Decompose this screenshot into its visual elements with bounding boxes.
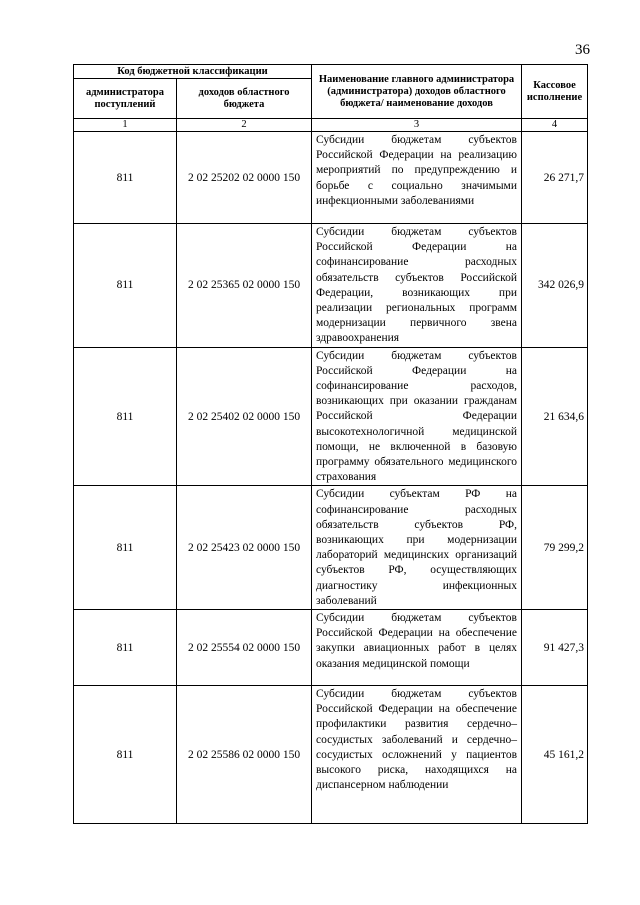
income-name-cell: Субсидии бюджетам субъектов Российской Федерации на обеспечение закупки авиационных работ в целях оказания медицинской помощи [312, 610, 522, 686]
income-name-cell: Субсидии бюджетам субъектов Российской Федерации на софинансирование расходных обязательств субъектов Российской Федерации, возникающих при реализации региональных программ модернизации первичного звена здравоохранения [312, 224, 522, 348]
admin-code-cell: 811 [74, 132, 177, 224]
table-row [74, 610, 588, 686]
table-row [74, 224, 588, 348]
income-code-cell: 2 02 25202 02 0000 150 [177, 132, 312, 224]
income-code-cell: 2 02 25365 02 0000 150 [177, 224, 312, 348]
budget-table [73, 64, 588, 824]
table-row [74, 686, 588, 824]
amount-cell: 79 299,2 [522, 486, 588, 610]
income-code-cell: 2 02 25423 02 0000 150 [177, 486, 312, 610]
column-number: 2 [177, 119, 312, 132]
amount-cell: 21 634,6 [522, 347, 588, 486]
column-number-row [74, 119, 588, 132]
income-name-cell: Субсидии бюджетам субъектов Российской Федерации на софинансирование расходов, возникающих при оказании гражданам Российской Федерации высокотехнологичной медицинской помощи, не включенной в базовую программу обязательного медицинского страхования [312, 347, 522, 486]
income-code-cell: 2 02 25402 02 0000 150 [177, 347, 312, 486]
income-name-cell: Субсидии субъектам РФ на софинансирование расходных обязательств субъектов РФ, возникающих при модернизации лабораторий медицинских организаций субъектов РФ, осуществляющих диагностику инфекционных заболеваний [312, 486, 522, 610]
amount-cell: 91 427,3 [522, 610, 588, 686]
column-number: 4 [522, 119, 588, 132]
admin-code-cell: 811 [74, 224, 177, 348]
income-name-cell: Субсидии бюджетам субъектов Российской Федерации на обеспечение профилактики развития сердечно–сосудистых заболеваний и сердечно–сосудистых осложнений у пациентов высокого риска, находящихся на диспансерном наблюдении [312, 686, 522, 824]
amount-cell: 26 271,7 [522, 132, 588, 224]
admin-code-cell: 811 [74, 347, 177, 486]
table-row [74, 132, 588, 224]
income-code-cell: 2 02 25554 02 0000 150 [177, 610, 312, 686]
page-number: 36 [575, 42, 590, 58]
header-code-group: Код бюджетной классификации [74, 65, 312, 79]
admin-code-cell: 811 [74, 686, 177, 824]
column-number: 1 [74, 119, 177, 132]
admin-code-cell: 811 [74, 486, 177, 610]
table-row [74, 486, 588, 610]
header-amount: Кассовое исполнение [522, 65, 588, 119]
table-row [74, 347, 588, 486]
column-number: 3 [312, 119, 522, 132]
amount-cell: 45 161,2 [522, 686, 588, 824]
header-income: доходов областного бюджета [177, 79, 312, 119]
income-name-cell: Субсидии бюджетам субъектов Российской Федерации на реализацию мероприятий по предупреждению и борьбе с социально значимыми инфекционными заболеваниями [312, 132, 522, 224]
admin-code-cell: 811 [74, 610, 177, 686]
amount-cell: 342 026,9 [522, 224, 588, 348]
header-name: Наименование главного администратора (администратора) доходов областного бюджета/ наименование доходов [312, 65, 522, 119]
income-code-cell: 2 02 25586 02 0000 150 [177, 686, 312, 824]
header-admin: администратора поступлений [74, 79, 177, 119]
